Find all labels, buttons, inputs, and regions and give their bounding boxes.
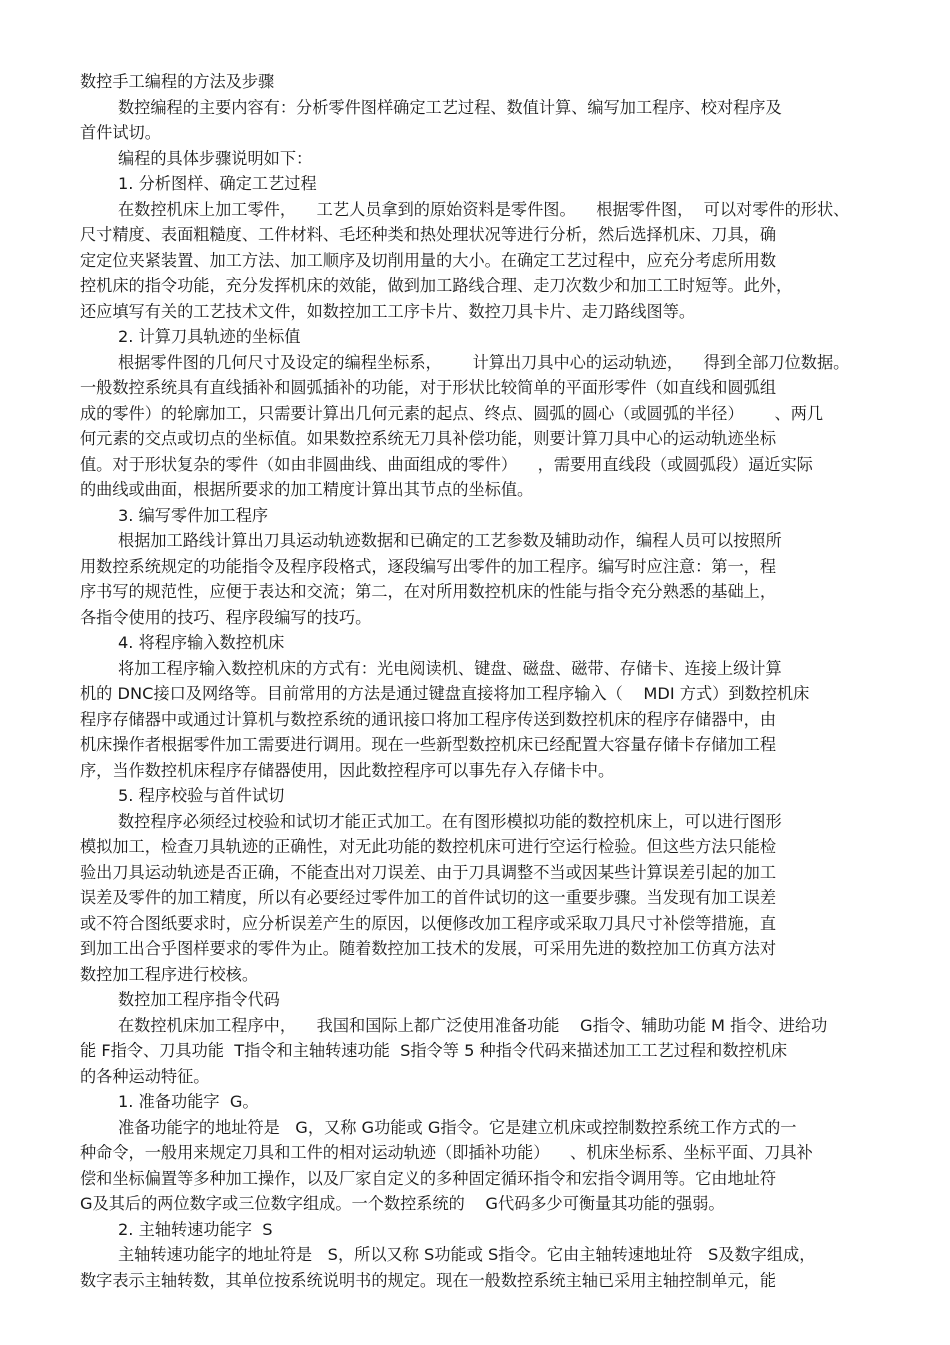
- text-line: 在数控机床上加工零件， 工艺人员拿到的原始资料是零件图。 根据零件图， 可以对零件的形状、: [118, 199, 850, 219]
- text-line: 用数控系统规定的功能指令及程序段格式，逐段编写出零件的加工程序。编写时应注意：第一，程: [80, 556, 777, 576]
- text-line: 验出刀具运动轨迹是否正确，不能查出对刀误差、由于刀具调整不当或因某些计算误差引起的加工: [80, 862, 777, 882]
- text-line: 的曲线或曲面，根据所要求的加工精度计算出其节点的坐标值。: [80, 480, 534, 499]
- text-line: 准备功能字的地址符是 G，又称 G功能或 G指令。它是建立机床或控制数控系统工作方式的一: [118, 1117, 797, 1137]
- text-line: 数控加工程序指令代码: [118, 990, 280, 1009]
- text-line: 值。对于形状复杂的零件（如由非圆曲线、曲面组成的零件） ，需要用直线段（或圆弧段）逼近实际: [80, 454, 813, 474]
- text-line: 成的零件）的轮廓加工，只需要计算出几何元素的起点、终点、圆弧的圆心（或圆弧的半径） 、两几: [80, 403, 824, 423]
- text-line: 能 F指令、刀具功能 T指令和主轴转速功能 S指令等 5 种指令代码来描述加工工艺过程和数控机床: [80, 1041, 788, 1060]
- text-line: 到加工出合乎图样要求的零件为止。随着数控加工技术的发展，可采用先进的数控加工仿真方法对: [80, 939, 777, 958]
- text-line: 5. 程序校验与首件试切: [118, 786, 285, 805]
- text-line: 偿和坐标偏置等多种加工操作，以及厂家自定义的多种固定循环指令和宏指令调用等。它由地址符: [80, 1168, 777, 1188]
- text-line: 序，当作数控机床程序存储器使用，因此数控程序可以事先存入存储卡中。: [80, 760, 615, 780]
- text-line: 或不符合图纸要求时，应分析误差产生的原因，以便修改加工程序或采取刀具尺寸补偿等措施，直: [80, 913, 777, 933]
- text-line: G及其后的两位数字或三位数字组成。一个数控系统的 G代码多少可衡量其功能的强弱。: [80, 1194, 725, 1213]
- text-line: 主轴转速功能字的地址符是 S，所以又称 S功能或 S指令。它由主轴转速地址符 S及数字组成，: [118, 1245, 816, 1264]
- text-line: 机的 DNC接口及网络等。目前常用的方法是通过键盘直接将加工程序输入（ MDI 方式）到数控机床: [80, 684, 810, 703]
- text-line: 尺寸精度、表面粗糙度、工件材料、毛坯种类和热处理状况等进行分析，然后选择机床、刀具，确: [80, 225, 777, 244]
- text-line: 序书写的规范性，应便于表达和交流；第二，在对所用数控机床的性能与指令充分熟悉的基础上，: [80, 582, 777, 601]
- text-line: 1. 准备功能字 G。: [118, 1092, 259, 1111]
- text-line: 定定位夹紧装置、加工方法、加工顺序及切削用量的大小。在确定工艺过程中，应充分考虑所用数: [80, 250, 777, 270]
- text-line: 首件试切。: [80, 123, 161, 142]
- text-line: 种命令，一般用来规定刀具和工件的相对运动轨迹（即插补功能） 、机床坐标系、坐标平面、刀具补: [80, 1143, 813, 1162]
- text-line: 误差及零件的加工精度，所以有必要经过零件加工的首件试切的这一重要步骤。当发现有加工误差: [80, 888, 777, 907]
- text-line: 根据零件图的几何尺寸及设定的编程坐标系， 计算出刀具中心的运动轨迹， 得到全部刀位数据。: [118, 352, 850, 372]
- text-line: 数字表示主轴转数，其单位按系统说明书的规定。现在一般数控系统主轴已采用主轴控制单元，能: [80, 1270, 777, 1290]
- text-line: 2. 主轴转速功能字 S: [118, 1219, 273, 1239]
- text-line: 编程的具体步骤说明如下：: [118, 148, 313, 168]
- text-line: 何元素的交点或切点的坐标值。如果数控系统无刀具补偿功能，则要计算刀具中心的运动轨迹坐标: [80, 429, 777, 448]
- document-title: 数控手工编程的方法及步骤: [80, 72, 275, 91]
- text-line: 3. 编写零件加工程序: [118, 505, 269, 525]
- text-line: 各指令使用的技巧、程序段编写的技巧。: [80, 607, 372, 627]
- text-line: 2. 计算刀具轨迹的坐标值: [118, 327, 301, 346]
- text-line: 的各种运动特征。: [80, 1066, 210, 1086]
- text-line: 还应填写有关的工艺技术文件，如数控加工工序卡片、数控刀具卡片、走刀路线图等。: [80, 301, 696, 321]
- text-line: 数控程序必须经过校验和试切才能正式加工。在有图形模拟功能的数控机床上，可以进行图形: [118, 811, 782, 831]
- text-line: 模拟加工，检查刀具轨迹的正确性，对无此功能的数控机床可进行空运行检验。但这些方法只能检: [80, 837, 777, 856]
- text-line: 将加工程序输入数控机床的方式有：光电阅读机、键盘、磁盘、磁带、存储卡、连接上级计算: [118, 658, 782, 678]
- text-line: 根据加工路线计算出刀具运动轨迹数据和已确定的工艺参数及辅助动作，编程人员可以按照所: [118, 531, 782, 550]
- text-line: 1. 分析图样、确定工艺过程: [118, 174, 317, 193]
- text-line: 程序存储器中或通过计算机与数控系统的通讯接口将加工程序传送到数控机床的程序存储器中，由: [80, 709, 777, 729]
- text-line: 机床操作者根据零件加工需要进行调用。现在一些新型数控机床已经配置大容量存储卡存储加工程: [80, 735, 777, 754]
- text-line: 控机床的指令功能，充分发挥机床的效能，做到加工路线合理、走刀次数少和加工工时短等。此外，: [80, 276, 793, 295]
- text-line: 数控加工程序进行校核。: [80, 964, 259, 984]
- text-line: 一般数控系统具有直线插补和圆弧插补的功能，对于形状比较简单的平面形零件（如直线和圆弧组: [80, 378, 777, 397]
- text-line: 在数控机床加工程序中， 我国和国际上都广泛使用准备功能 G指令、辅助功能 M 指令、进给功: [118, 1015, 828, 1035]
- text-line: 4. 将程序输入数控机床: [118, 633, 285, 652]
- text-line: 数控编程的主要内容有：分析零件图样确定工艺过程、数值计算、编写加工程序、校对程序及: [118, 97, 782, 117]
